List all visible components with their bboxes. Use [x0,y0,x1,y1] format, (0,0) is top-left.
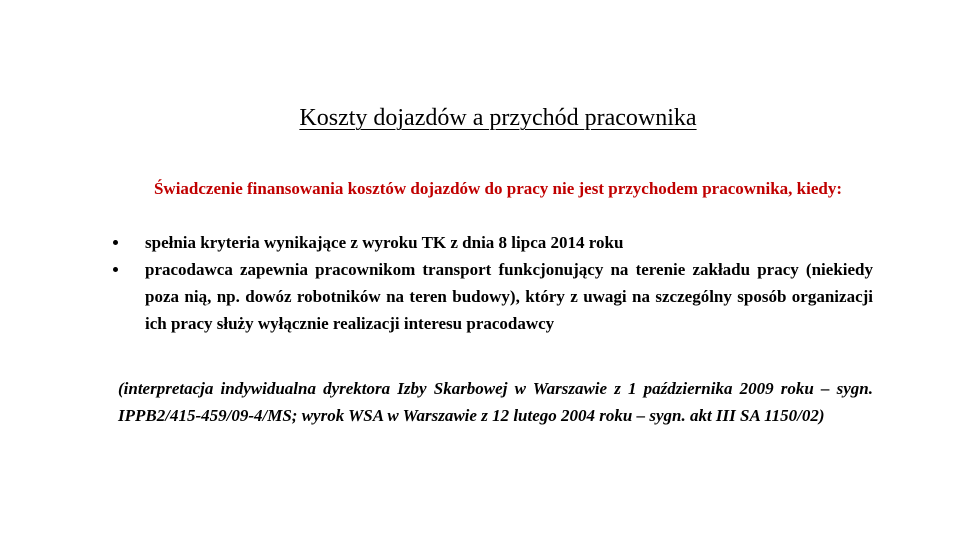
bullet-text: pracodawca zapewnia pracownikom transport funkcjonujący na terenie zakładu pracy (niekiedy poza nią, np. dowóz robotników na teren budowy), który z uwagi na szczególny sposób organizacji ich pracy służy wyłącznie realizacji interesu pracodawcy [145,260,873,333]
list-item [113,229,873,256]
bullet-icon [113,267,118,272]
bullet-icon [113,240,118,245]
slide-title: Koszty dojazdów a przychód pracownika [299,105,697,131]
list-item [113,256,873,337]
bullet-list [113,229,873,337]
bullet-text: spełnia kryteria wynikające z wyroku TK z dnia 8 lipca 2014 roku [145,233,624,252]
lead-text: Świadczenie finansowania kosztów dojazdów do pracy nie jest przychodem pracownika, kiedy: [153,179,843,198]
source-note: (interpretacja indywidualna dyrektora Izby Skarbowej w Warszawie z 1 października 2009 roku – sygn. IPPB2/415-459/09-4/MS; wyrok WSA w Warszawie z 12 lutego 2004 roku – sygn. akt III SA 1150/02) [118,379,873,425]
